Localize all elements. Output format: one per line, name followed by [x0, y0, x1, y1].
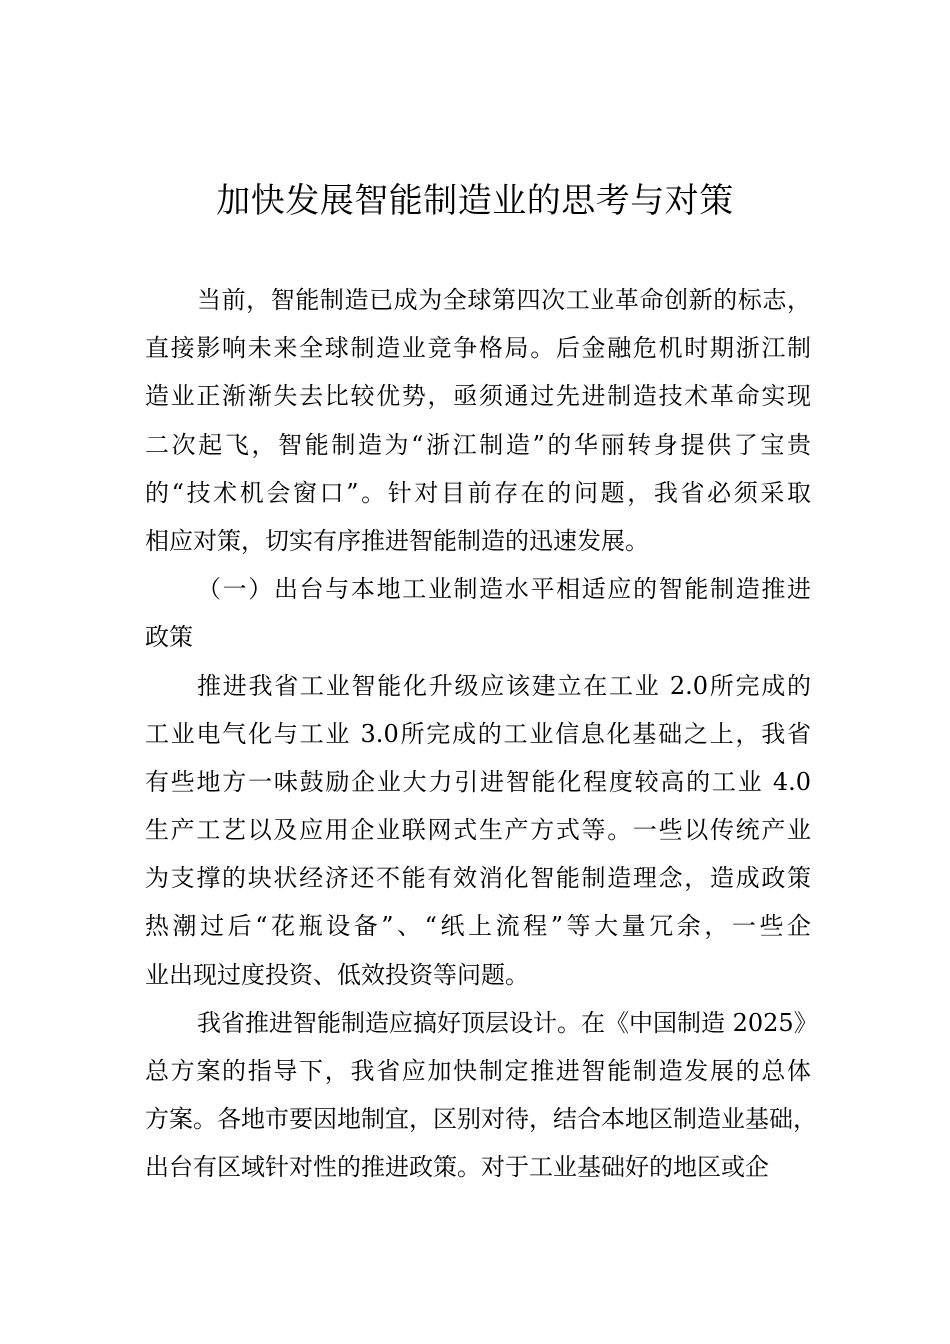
text-line: 生产工艺以及应用企业联网式生产方式等。一些以传统产业: [145, 816, 811, 845]
text-line: 出台有区域针对性的推进政策。对于工业基础好的地区或企: [145, 1153, 769, 1182]
paragraph-upgrade: [145, 662, 811, 999]
text-line: 的“技术机会窗口”。针对目前存在的问题，我省必须采取: [145, 478, 811, 507]
section-heading: [145, 565, 811, 661]
text-line: 相应对策，切实有序推进智能制造的迅速发展。: [145, 526, 649, 555]
text-line: 业出现过度投资、低效投资等问题。: [145, 960, 529, 989]
paragraph-design: [145, 999, 818, 1192]
text-line: 当前，智能制造已成为全球第四次工业革命创新的标志，: [197, 286, 811, 314]
paragraph-intro: [145, 276, 811, 565]
text-line: 推进我省工业智能化升级应该建立在工业 2.0所完成的: [197, 671, 811, 700]
text-line: 造业正渐渐失去比较优势，亟须通过先进制造技术革命实现: [145, 382, 811, 411]
text-line: 二次起飞，智能制造为“浙江制造”的华丽转身提供了宝贵: [145, 430, 811, 459]
text-line: 热潮过后“花瓶设备”、“纸上流程”等大量冗余，一些企: [145, 912, 811, 941]
heading-line: （一）出台与本地工业制造水平相适应的智能制造推进: [197, 575, 811, 604]
text-line: 有些地方一味鼓励企业大力引进智能化程度较高的工业 4.0: [145, 767, 811, 796]
text-line: 为支撑的块状经济还不能有效消化智能制造理念，造成政策: [145, 864, 811, 893]
text-line: 工业电气化与工业 3.0所完成的工业信息化基础之上，我省: [145, 719, 811, 748]
heading-line: 政策: [145, 623, 193, 652]
text-line: 我省推进智能制造应搞好顶层设计。在《中国制造 2025》: [197, 1008, 818, 1037]
text-line: 直接影响未来全球制造业竞争格局。后金融危机时期浙江制: [145, 334, 811, 363]
document-title: 加快发展智能制造业的思考与对策: [216, 181, 734, 221]
document-body: [145, 276, 818, 1192]
text-line: 总方案的指导下，我省应加快制定推进智能制造发展的总体: [145, 1057, 811, 1085]
text-line: 方案。各地市要因地制宜，区别对待，结合本地区制造业基础，: [145, 1105, 817, 1134]
